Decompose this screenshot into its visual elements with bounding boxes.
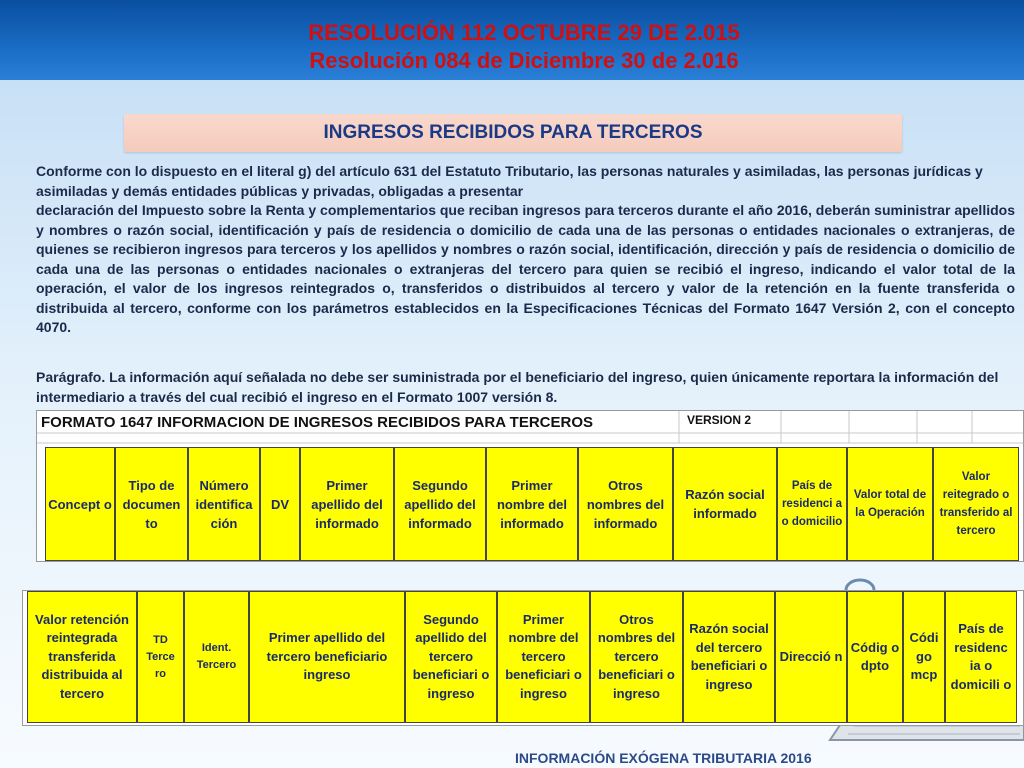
col-valor-retencion: Valor retención reintegrada transferida distribuida al tercero — [27, 591, 137, 723]
col-otros-nombres-tercero: Otros nombres del tercero beneficiari o ingreso — [590, 591, 683, 723]
col-razon-social: Razón social informado — [673, 447, 777, 561]
col-primer-nombre: Primer nombre del informado — [486, 447, 578, 561]
paragraph-intro: Conforme con lo dispuesto en el literal g) del artículo 631 del Estatuto Tributario, las personas naturales y asimiladas, las personas jurídicas y asimiladas y demás entidades públicas y privadas, obligadas a presentar — [36, 163, 983, 199]
col-segundo-apellido: Segundo apellido del informado — [394, 447, 486, 561]
col-primer-nombre-tercero: Primer nombre del tercero beneficiari o ingreso — [497, 591, 590, 723]
formato-title: FORMATO 1647 INFORMACION DE INGRESOS RECIBIDOS PARA TERCEROS — [41, 414, 594, 431]
col-pais-residencia-tercero: País de residenc ia o domicili o — [945, 591, 1017, 723]
subtitle: INGRESOS RECIBIDOS PARA TERCEROS — [323, 122, 703, 143]
col-codigo-mcp: Códi go mcp — [903, 591, 945, 723]
col-segundo-apellido-tercero: Segundo apellido del tercero beneficiari o ingreso — [405, 591, 497, 723]
col-concepto: Concept o — [45, 447, 115, 561]
col-numero-identificacion: Número identifica ción — [188, 447, 260, 561]
col-dv: DV — [260, 447, 300, 561]
title-line-1: RESOLUCIÓN 112 OCTUBRE 29 DE 2.015 — [308, 20, 740, 45]
col-primer-apellido: Primer apellido del informado — [300, 447, 394, 561]
col-valor-total: Valor total de la Operación — [847, 447, 933, 561]
col-codigo-dpto: Códig o dpto — [847, 591, 903, 723]
col-direccion: Direcció n — [775, 591, 847, 723]
col-primer-apellido-tercero: Primer apellido del tercero beneficiario ingreso — [249, 591, 405, 723]
version-label: VERSION 2 — [687, 413, 752, 427]
formato-table-1 — [36, 410, 1024, 562]
subtitle-box — [124, 114, 902, 152]
paragraph-paragrafo: Parágrafo. La información aquí señalada no debe ser suministrada por el beneficiario del ingreso, quien únicamente reportara la información del intermediario a través del cual recibió el ingreso en el Formato 1007 versión 8. — [36, 369, 999, 405]
title-line-2: Resolución 084 de Diciembre 30 de 2.016 — [309, 48, 739, 73]
col-otros-nombres: Otros nombres del informado — [578, 447, 673, 561]
col-td-tercero: TD Terce ro — [137, 591, 184, 723]
col-valor-reintegrado: Valor reitegrado o transferido al tercero — [933, 447, 1019, 561]
paragraph-body: declaración del Impuesto sobre la Renta y complementarios que reciban ingresos para terceros durante el año 2016, deberán suministrar apellidos y nombres o razón social, identificación y país de residencia o domicilio de cada una de las personas o entidades nacionales o extranjeras, de quienes se recibieron ingresos para terceros y los apellidos y nombres o razón social, identificación, dirección y país de residencia o domicilio de cada una de las personas o entidades nacionales o extranjeras del tercero para quien se recibió el ingreso, indicando el valor total de la operación, el valor de los ingresos reintegrados o, transferidos o distribuidos al tercero y valor de la retención en la fuente transferida o distribuida al tercero, conforme con los parámetros establecidos en la Especificaciones Técnicas del Formato 1647 Versión 2, con el concepto 4070. — [36, 202, 1015, 335]
col-pais-residencia: País de residenci a o domicilio — [777, 447, 847, 561]
footer-text: INFORMACIÓN EXÓGENA TRIBUTARIA 2016 — [515, 750, 812, 766]
col-razon-social-tercero: Razón social del tercero beneficiari o ingreso — [683, 591, 775, 723]
formato-table-2 — [22, 590, 1024, 726]
col-tipo-documento: Tipo de documen to — [115, 447, 188, 561]
table2-header-row — [27, 591, 1017, 723]
col-ident-tercero: Ident. Tercero — [184, 591, 249, 723]
table1-header-row — [45, 447, 1019, 561]
